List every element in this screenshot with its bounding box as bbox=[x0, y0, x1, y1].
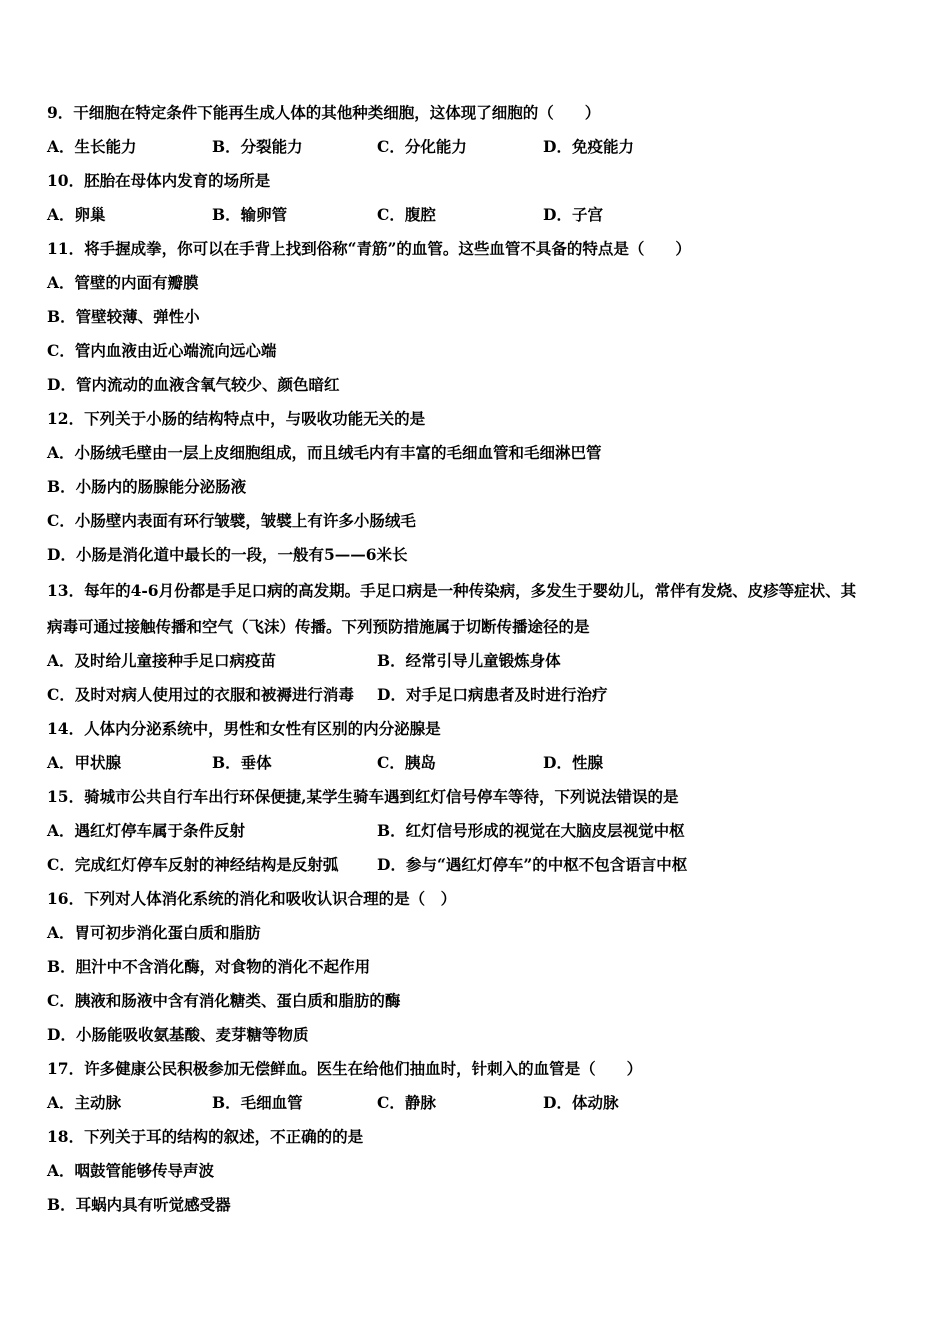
option-a: A．主动脉 bbox=[47, 1093, 122, 1112]
option-b: B．耳蜗内具有听觉感受器 bbox=[47, 1195, 231, 1214]
exam-page bbox=[47, 96, 917, 1222]
option-a: A．咽鼓管能够传导声波 bbox=[47, 1161, 215, 1180]
option-a: A．甲状腺 bbox=[47, 753, 122, 772]
question-9-options bbox=[47, 130, 917, 164]
question-15-stem: 15．骑城市公共自行车出行环保便捷,某学生骑车遇到红灯信号停车等待，下列说法错误的是 bbox=[47, 787, 679, 806]
question-14-stem: 14．人体内分泌系统中，男性和女性有区别的内分泌腺是 bbox=[47, 719, 441, 738]
option-c: C．管内血液由近心端流向远心端 bbox=[47, 341, 277, 360]
option-b: B．胆汁中不含消化酶，对食物的消化不起作用 bbox=[47, 957, 371, 976]
question-18-stem: 18．下列关于耳的结构的叙述，不正确的的是 bbox=[47, 1127, 364, 1146]
question-10-stem: 10．胚胎在母体内发育的场所是 bbox=[47, 171, 271, 190]
option-d: D．小肠是消化道中最长的一段，一般有5——6米长 bbox=[47, 545, 408, 564]
option-a: A．小肠绒毛壁由一层上皮细胞组成，而且绒毛内有丰富的毛细血管和毛细淋巴管 bbox=[47, 443, 602, 462]
question-11-stem: 11．将手握成拳，你可以在手背上找到俗称“青筋”的血管。这些血管不具备的特点是（ ） bbox=[47, 239, 691, 258]
option-b: B．垂体 bbox=[212, 753, 272, 772]
option-c: C．完成红灯停车反射的神经结构是反射弧 bbox=[47, 855, 339, 874]
option-c: C．胰液和肠液中含有消化糖类、蛋白质和脂肪的酶 bbox=[47, 991, 401, 1010]
option-b: B．管壁较薄、弹性小 bbox=[47, 307, 200, 326]
option-b: B．小肠内的肠腺能分泌肠液 bbox=[47, 477, 247, 496]
question-10-options bbox=[47, 198, 917, 232]
option-d: D．小肠能吸收氨基酸、麦芽糖等物质 bbox=[47, 1025, 309, 1044]
option-d: D．参与“遇红灯停车”的中枢不包含语言中枢 bbox=[377, 855, 688, 874]
option-a: A．胃可初步消化蛋白质和脂肪 bbox=[47, 923, 261, 942]
question-17-options bbox=[47, 1086, 917, 1120]
option-a: A．管壁的内面有瓣膜 bbox=[47, 273, 199, 292]
question-13-stem-line1: 13．每年的4-6月份都是手足口病的高发期。手足口病是一种传染病，多发生于婴幼儿，常伴有发烧、皮疹等症状、其 bbox=[47, 581, 857, 600]
question-17-stem: 17．许多健康公民积极参加无偿鲜血。医生在给他们抽血时，针刺入的血管是（ ） bbox=[47, 1059, 643, 1078]
option-d: D．子宫 bbox=[543, 205, 603, 224]
option-b: B．分裂能力 bbox=[212, 137, 303, 156]
question-13-options-row1 bbox=[47, 644, 917, 678]
question-16-stem: 16．下列对人体消化系统的消化和吸收认识合理的是（ ） bbox=[47, 889, 457, 908]
question-15-options-row2 bbox=[47, 848, 917, 882]
option-c: C．分化能力 bbox=[377, 137, 467, 156]
option-a: A．及时给儿童接种手足口病疫苗 bbox=[47, 651, 277, 670]
question-9-stem: 9．干细胞在特定条件下能再生成人体的其他种类细胞，这体现了细胞的（ ） bbox=[47, 103, 601, 122]
option-c: C．腹腔 bbox=[377, 205, 436, 224]
option-c: C．胰岛 bbox=[377, 753, 436, 772]
option-d: D．对手足口病患者及时进行治疗 bbox=[377, 685, 608, 704]
question-12-stem: 12．下列关于小肠的结构特点中，与吸收功能无关的是 bbox=[47, 409, 426, 428]
option-d: D．管内流动的血液含氧气较少、颜色暗红 bbox=[47, 375, 340, 394]
question-14-options bbox=[47, 746, 917, 780]
option-b: B．毛细血管 bbox=[212, 1093, 303, 1112]
option-c: C．小肠壁内表面有环行皱襞，皱襞上有许多小肠绒毛 bbox=[47, 511, 416, 530]
option-a: A．遇红灯停车属于条件反射 bbox=[47, 821, 246, 840]
option-c: C．及时对病人使用过的衣服和被褥进行消毒 bbox=[47, 685, 354, 704]
option-d: D．免疫能力 bbox=[543, 137, 634, 156]
option-d: D．性腺 bbox=[543, 753, 603, 772]
option-a: A．卵巢 bbox=[47, 205, 106, 224]
option-b: B．红灯信号形成的视觉在大脑皮层视觉中枢 bbox=[377, 821, 685, 840]
option-a: A．生长能力 bbox=[47, 137, 137, 156]
option-b: B．输卵管 bbox=[212, 205, 288, 224]
option-c: C．静脉 bbox=[377, 1093, 436, 1112]
question-13-stem-line2: 病毒可通过接触传播和空气（飞沫）传播。下列预防措施属于切断传播途径的是 bbox=[47, 617, 590, 636]
option-d: D．体动脉 bbox=[543, 1093, 619, 1112]
question-13-options-row2 bbox=[47, 678, 917, 712]
option-b: B．经常引导儿童锻炼身体 bbox=[377, 651, 561, 670]
question-15-options-row1 bbox=[47, 814, 917, 848]
